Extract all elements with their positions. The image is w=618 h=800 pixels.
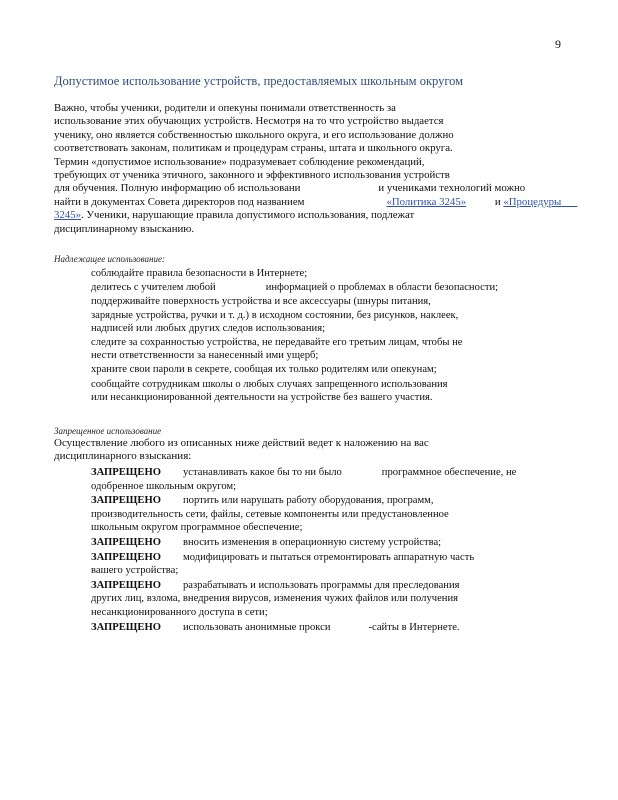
prohibited-intro: Осуществление любого из описанных ниже действий ведет к наложению на вас дисциплинарного взыскания:	[54, 437, 429, 463]
list-item: делитесь с учителем любой информацией о проблемах в области безопасности;	[91, 282, 499, 294]
policy-3245-link[interactable]: «Политика 3245»	[386, 195, 467, 208]
intro-line: дисциплинарному взысканию.	[54, 222, 195, 235]
prohibited-label: ЗАПРЕЩЕНО	[91, 579, 161, 591]
list-item: ЗАПРЕЩЕНО разрабатывать и использовать программы для преследования других лиц, взлома, внедрения вирусов, изменения чужих файлов или получения несанкционированного доступа в сети;	[91, 579, 460, 618]
list-item: ЗАПРЕЩЕНО вносить изменения в операционную систему устройства;	[91, 536, 442, 548]
intro-line: Термин «допустимое использование» подразумевает соблюдение рекомендаций,	[54, 155, 425, 168]
prohibited-label: ЗАПРЕЩЕНО	[91, 536, 161, 548]
prohibited-list	[72, 466, 542, 635]
list-item: ЗАПРЕЩЕНО использовать анонимные прокси -сайты в Интернете.	[91, 621, 460, 633]
list-item: ЗАПРЕЩЕНО портить или нарушать работу оборудования, программ, производительность сети, файлы, сетевые компоненты или предустановленное школьным округом программное обеспечение;	[91, 495, 449, 534]
intro-line: соответствовать законам, политикам и процедурам страны, штата и школьного округа.	[54, 142, 453, 155]
prohibited-label: ЗАПРЕЩЕНО	[91, 467, 161, 478]
prohibited-label: ЗАПРЕЩЕНО	[91, 621, 161, 633]
list-item: храните свои пароли в секрете, сообщая их только родителям или опекунам;	[91, 364, 437, 376]
intro-line: Важно, чтобы ученики, родители и опекуны понимали ответственность за	[54, 102, 396, 114]
intro-line: использование этих обучающих устройств. Несмотря на то что устройство выдается	[54, 115, 444, 128]
prohibited-use-title: Запрещенное использование	[54, 426, 162, 436]
intro-line: 3245». Ученики, нарушающие правила допустимого использования, подлежат	[54, 209, 415, 222]
list-item: сообщайте сотрудникам школы о любых случаях запрещенного использования или несанкционированной деятельности на устройстве без вашего участия.	[91, 378, 448, 403]
intro-line: для обучения. Полную информацию об использовани и учениками технологий можно	[54, 182, 526, 195]
prohibited-label: ЗАПРЕЩЕНО	[91, 495, 161, 507]
prohibited-label: ЗАПРЕЩЕНО	[91, 551, 161, 563]
intro-paragraph	[54, 102, 562, 236]
proper-use-title: Надлежащее использование:	[54, 254, 165, 264]
intro-line: ученику, оно является собственностью школьного округа, и его использование должно	[54, 128, 454, 141]
section-heading: Допустимое использование устройств, предоставляемых школьным округом	[54, 74, 464, 88]
proper-use-list	[72, 267, 542, 405]
procedures-3245-link-cont[interactable]: 3245»	[54, 209, 81, 222]
list-item: соблюдайте правила безопасности в Интернете;	[91, 268, 308, 279]
intro-line: найти в документах Совета директоров под названием «Политика 3245» и «Процедуры	[54, 196, 524, 209]
list-item: поддерживайте поверхность устройства и все аксессуары (шнуры питания, зарядные устройства, ручки и т. д.) в исходном состоянии, без рисунков, наклеек, надписей или любых других следов использования;	[91, 296, 459, 334]
list-item: ЗАПРЕЩЕНО устанавливать какое бы то ни было программное обеспечение, не одобренное школьным округом;	[91, 467, 517, 492]
procedures-3245-link[interactable]: «Процедуры	[503, 195, 562, 208]
intro-line: требующих от ученика этичного, законного и эффективного использования устройств	[54, 169, 450, 182]
list-item: ЗАПРЕЩЕНО модифицировать и пытаться отремонтировать аппаратную часть вашего устройства;	[91, 551, 475, 577]
page-number: 9	[555, 37, 561, 51]
list-item: следите за сохранностью устройства, не передавайте его третьим лицам, чтобы не нести ответственности за нанесенный ими ущерб;	[91, 337, 463, 362]
